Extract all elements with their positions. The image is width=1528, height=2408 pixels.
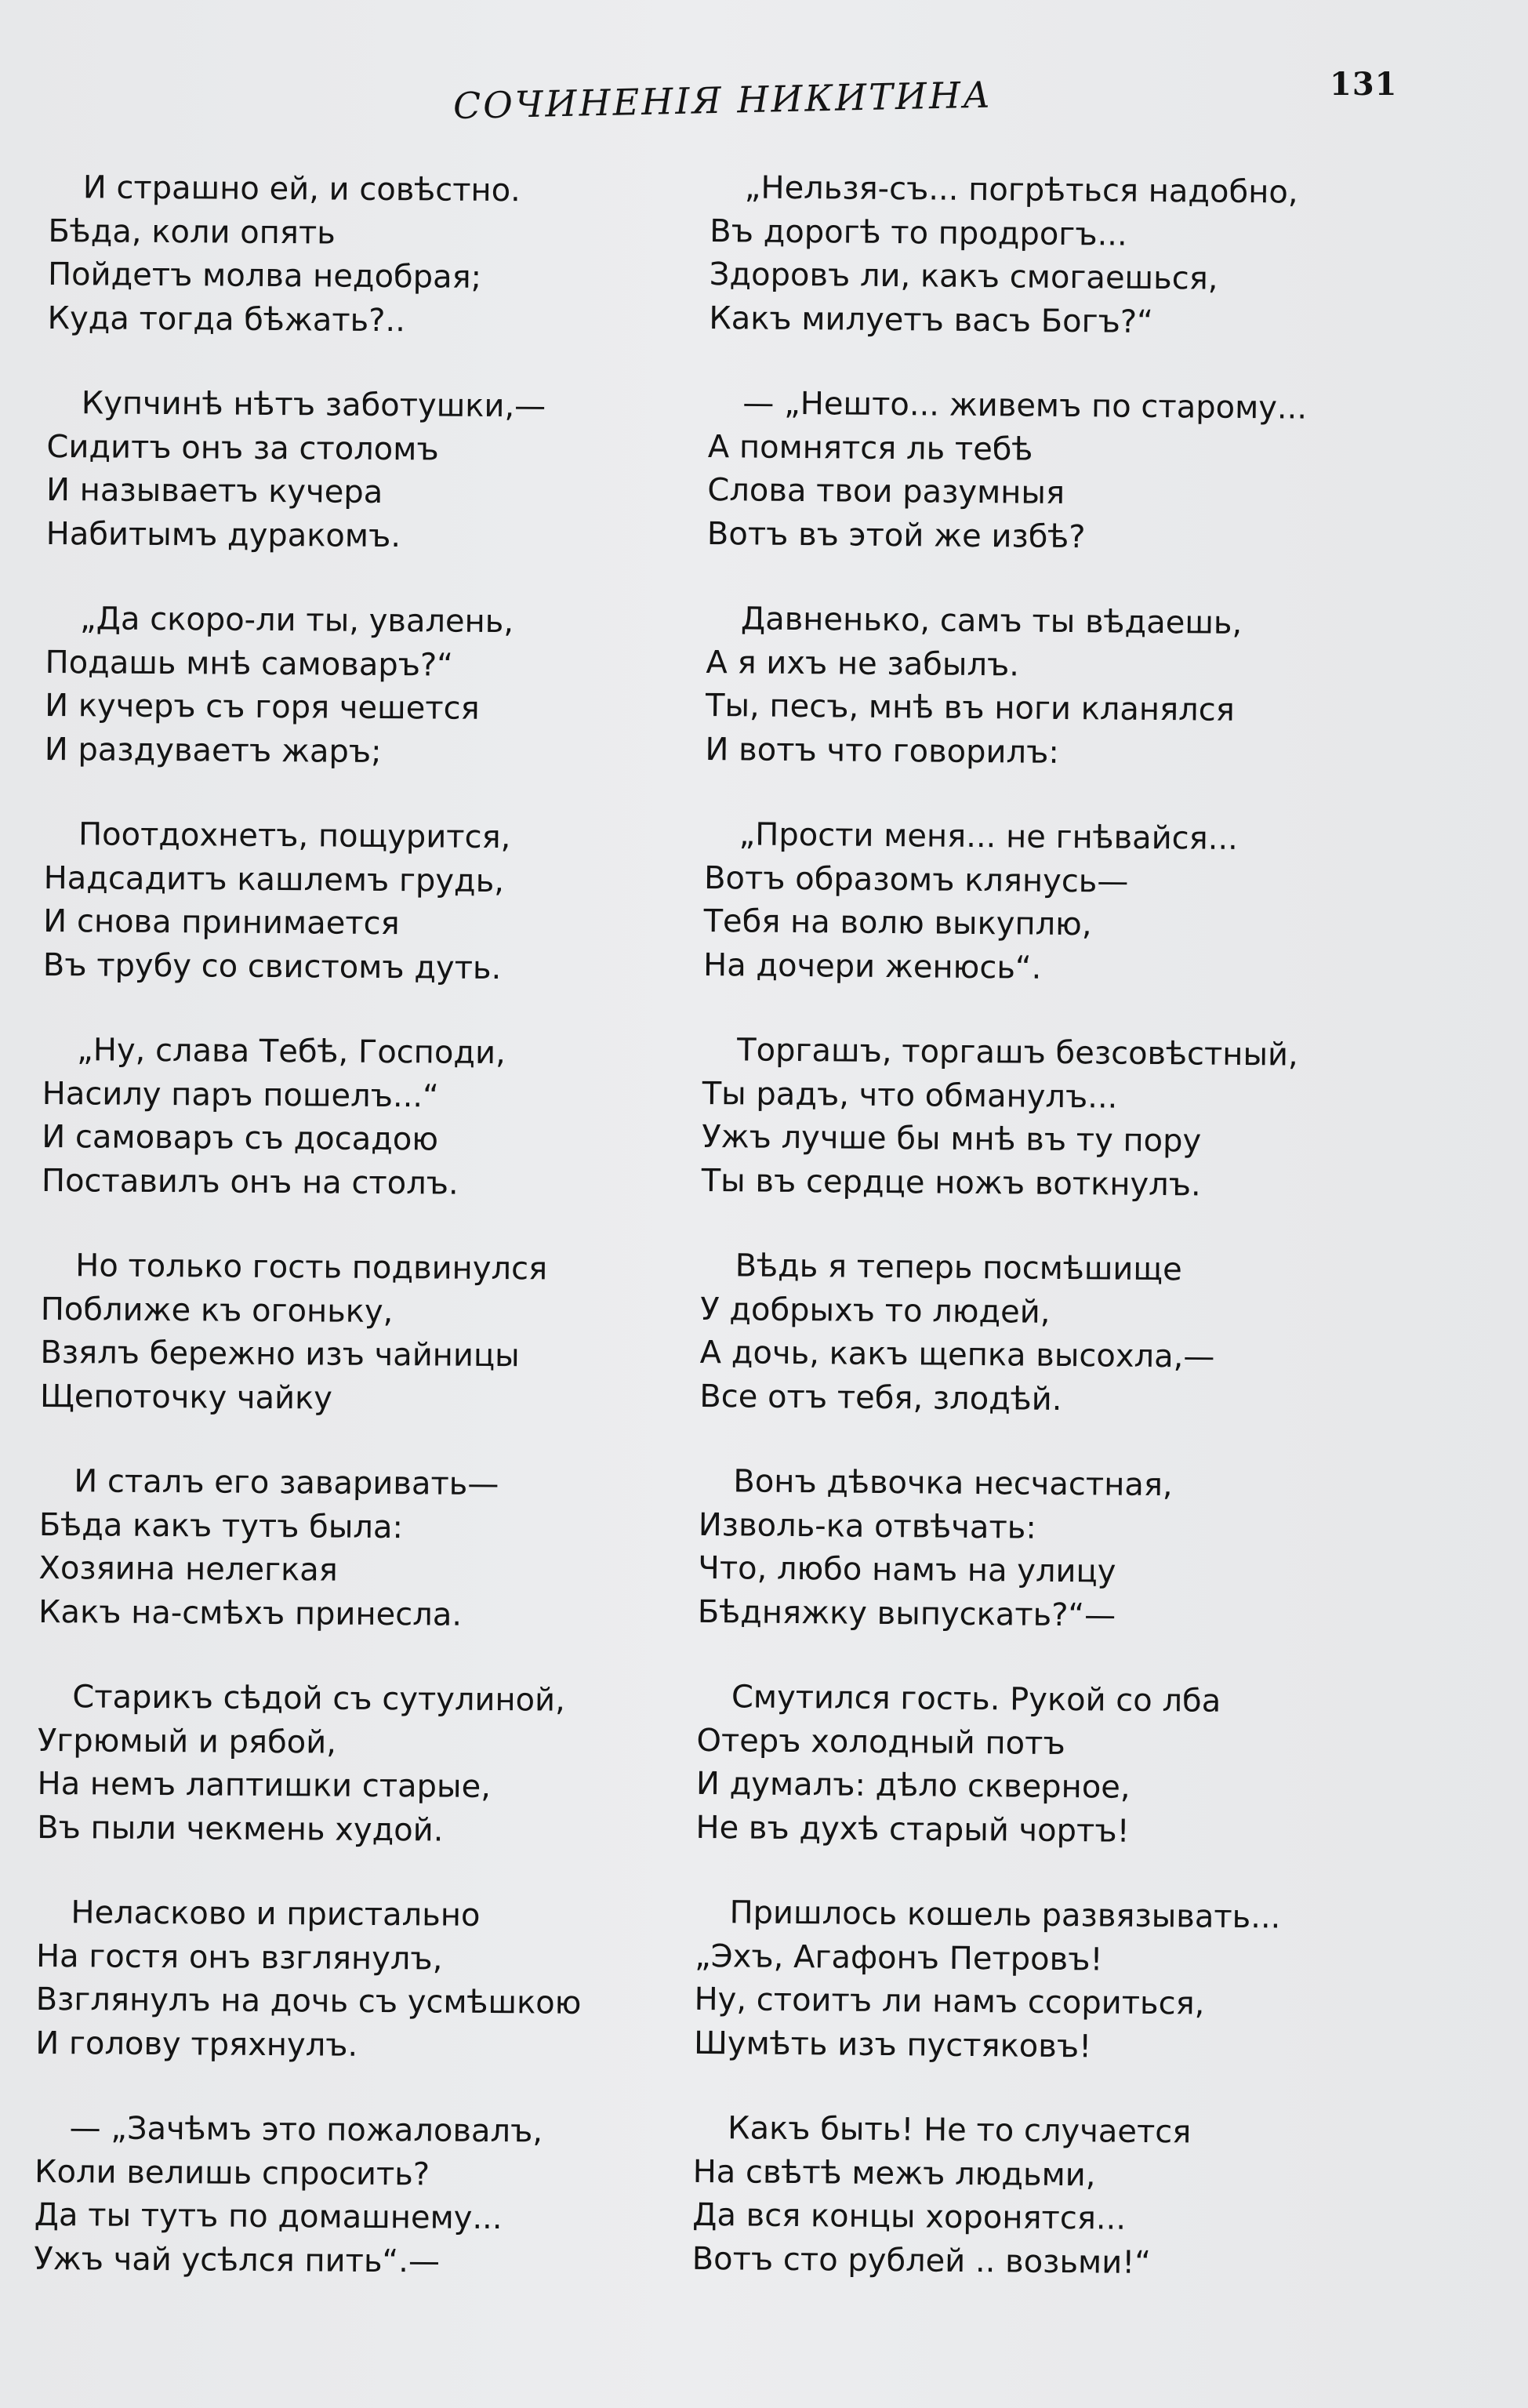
- running-title: СОЧИНЕНІЯ НИКИТИНА: [452, 73, 993, 127]
- verse-line: Поближе къ огоньку,: [40, 1291, 394, 1330]
- verse-line: И вотъ что говорилъ:: [705, 731, 1060, 771]
- verse-line: Шумѣть изъ пустяковъ!: [693, 2025, 1092, 2065]
- verse-line: Слова твои разумныя: [707, 471, 1065, 511]
- stanza: [43, 813, 719, 992]
- verse-line: И голову тряхнулъ.: [35, 2025, 358, 2064]
- verse-line: Какъ быть! Не то случается: [727, 2110, 1192, 2151]
- verse-line: Изволь-ка отвѣчать:: [698, 1506, 1036, 1546]
- verse-line: Неласково и пристально: [71, 1894, 481, 1934]
- verse-line: И сталъ его заваривать—: [74, 1463, 499, 1503]
- verse-line: Ужъ чай усѣлся пить“.—: [34, 2240, 441, 2280]
- verse-line: Ну, стоитъ ли намъ ссориться,: [694, 1981, 1205, 2022]
- stanza: [37, 1676, 713, 1854]
- verse-line: Въ дорогѣ то продрогъ...: [710, 212, 1127, 253]
- verse-line: На гостя онъ взглянулъ,: [35, 1938, 443, 1978]
- verse-line: Коли велишь спросить?: [34, 2153, 430, 2192]
- verse-line: Какъ на-смѣхъ принесла.: [38, 1593, 463, 1633]
- stanza: [46, 382, 722, 561]
- verse-line: Ты, песъ, мнѣ въ ноги кланялся: [705, 687, 1235, 728]
- verse-line: И раздуваетъ жаръ;: [44, 731, 382, 770]
- verse-line: Бѣдняжку выпускать?“—: [697, 1593, 1116, 1634]
- verse-line: Набитымъ дуракомъ.: [45, 515, 401, 554]
- verse-line: У добрыхъ то людей,: [700, 1291, 1051, 1331]
- verse-line: Какъ милуетъ васъ Богъ?“: [709, 300, 1154, 340]
- verse-line: Ты въ сердце ножъ воткнулъ.: [701, 1162, 1201, 1204]
- verse-line: Сидитъ онъ за столомъ: [46, 428, 439, 467]
- verse-line: И называетъ кучера: [45, 471, 383, 510]
- stanza: [691, 2107, 1367, 2286]
- stanza: [42, 1029, 717, 1208]
- verse-line: Хозяина нелегкая: [38, 1549, 338, 1589]
- verse-line: Купчинѣ нѣтъ заботушки,—: [81, 385, 546, 425]
- verse-line: И снова принимается: [43, 903, 400, 942]
- verse-line: Пришлось кошель развязывать...: [729, 1894, 1281, 1936]
- verse-line: А помнятся ль тебѣ: [707, 428, 1033, 468]
- verse-line: Бѣда, коли опять: [48, 212, 336, 252]
- verse-line: Вотъ сто рублей .. возьми!“: [691, 2240, 1152, 2281]
- stanza: [34, 2107, 710, 2286]
- verse-line: А дочь, какъ щепка высохла,—: [699, 1334, 1215, 1375]
- verse-line: Не въ духѣ старый чортъ!: [695, 1809, 1130, 1850]
- stanza: [698, 1460, 1374, 1640]
- right-column: [691, 166, 1385, 2328]
- verse-line: Пойдетъ молва недобрая;: [47, 256, 482, 296]
- verse-line: Надсадитъ кашлемъ грудь,: [43, 859, 505, 899]
- verse-line: Да вся концы хоронятся...: [691, 2196, 1127, 2237]
- verse-line: „Да скоро-ли ты, увалень,: [79, 601, 514, 641]
- verse-line: Бѣда какъ тутъ была:: [38, 1506, 404, 1545]
- verse-line: А я ихъ не забылъ.: [706, 644, 1020, 683]
- verse-line: И страшно ей, и совѣстно.: [82, 169, 521, 209]
- stanza: [701, 1029, 1377, 1208]
- verse-line: Подашь мнѣ самоваръ?“: [45, 644, 454, 684]
- verse-line: Вотъ образомъ клянусь—: [703, 859, 1129, 900]
- stanza: [45, 597, 720, 776]
- verse-line: „Прости меня... не гнѣвайся...: [739, 816, 1239, 857]
- stanza: [699, 1244, 1375, 1424]
- stanza: [707, 382, 1383, 561]
- verse-line: Все отъ тебя, злодѣй.: [699, 1378, 1062, 1418]
- verse-line: Вонъ дѣвочка несчастная,: [733, 1463, 1173, 1504]
- verse-line: Тебя на волю выкуплю,: [703, 903, 1092, 943]
- verse-line: „Эхъ, Агафонъ Петровъ!: [694, 1938, 1103, 1978]
- stanza: [709, 166, 1385, 346]
- stanza: [38, 1460, 714, 1639]
- verse-line: — „Нешто... живемъ по старому...: [742, 385, 1308, 427]
- verse-line: Старикъ сѣдой съ сутулиной,: [72, 1679, 566, 1719]
- verse-line: Ты радъ, что обманулъ...: [702, 1075, 1118, 1116]
- verse-line: Вѣдь я теперь посмѣшище: [735, 1248, 1182, 1288]
- verse-line: Взялъ бережно изъ чайницы: [40, 1334, 520, 1375]
- verse-line: Давненько, самъ ты вѣдаешь,: [740, 601, 1243, 641]
- verse-line: Здоровъ ли, какъ смогаешься,: [709, 256, 1218, 297]
- verse-line: Угрюмый и рябой,: [37, 1722, 337, 1761]
- verse-line: Насилу паръ пошелъ...“: [42, 1075, 439, 1115]
- stanza: [35, 1891, 711, 2070]
- verse-line: На дочери женюсь“.: [702, 946, 1042, 986]
- verse-line: „Нельзя-съ... погрѣться надобно,: [744, 169, 1298, 211]
- verse-line: — „Зачѣмъ это пожаловалъ,: [69, 2110, 543, 2150]
- stanza: [695, 1676, 1371, 1855]
- verse-line: Ужъ лучше бы мнѣ въ ту пору: [701, 1118, 1202, 1160]
- verse-line: Взглянулъ на дочь съ усмѣшкою: [35, 1981, 582, 2021]
- verse-line: На немъ лаптишки старые,: [37, 1765, 492, 1805]
- verse-line: „Ну, слава Тебѣ, Господи,: [76, 1032, 506, 1072]
- stanza: [47, 166, 723, 345]
- verse-line: Вотъ въ этой же избѣ?: [706, 515, 1086, 555]
- left-column: [34, 166, 723, 2327]
- verse-line: Въ трубу со свистомъ дуть.: [42, 946, 502, 986]
- verse-line: На свѣтѣ межъ людьми,: [692, 2153, 1096, 2193]
- verse-line: Щепоточку чайку: [39, 1378, 333, 1417]
- stanza: [694, 1891, 1370, 2071]
- stanza: [703, 813, 1379, 993]
- verse-line: Куда тогда бѣжать?..: [47, 300, 406, 339]
- page-number: 131: [1330, 66, 1398, 103]
- verse-line: Что, любо намъ на улицу: [698, 1549, 1116, 1590]
- verse-line: Поставилъ онъ на столъ.: [41, 1162, 459, 1202]
- verse-line: Въ пыли чекмень худой.: [37, 1809, 444, 1849]
- stanza: [40, 1244, 716, 1423]
- verse-line: Торгашъ, торгашъ безсовѣстный,: [736, 1032, 1298, 1073]
- verse-line: Отеръ холодный потъ: [696, 1722, 1065, 1762]
- stanza: [705, 597, 1381, 777]
- verse-line: Но только гость подвинулся: [75, 1248, 548, 1288]
- verse-line: И думалъ: дѣло скверное,: [695, 1765, 1131, 1806]
- verse-line: Да ты тутъ по домашнему...: [34, 2196, 503, 2237]
- verse-line: И кучеръ съ горя чешется: [45, 687, 480, 727]
- verse-line: Смутился гость. Рукой со лба: [731, 1679, 1221, 1720]
- verse-line: И самоваръ съ досадою: [42, 1118, 439, 1158]
- verse-line: Поотдохнетъ, пощурится,: [78, 816, 511, 856]
